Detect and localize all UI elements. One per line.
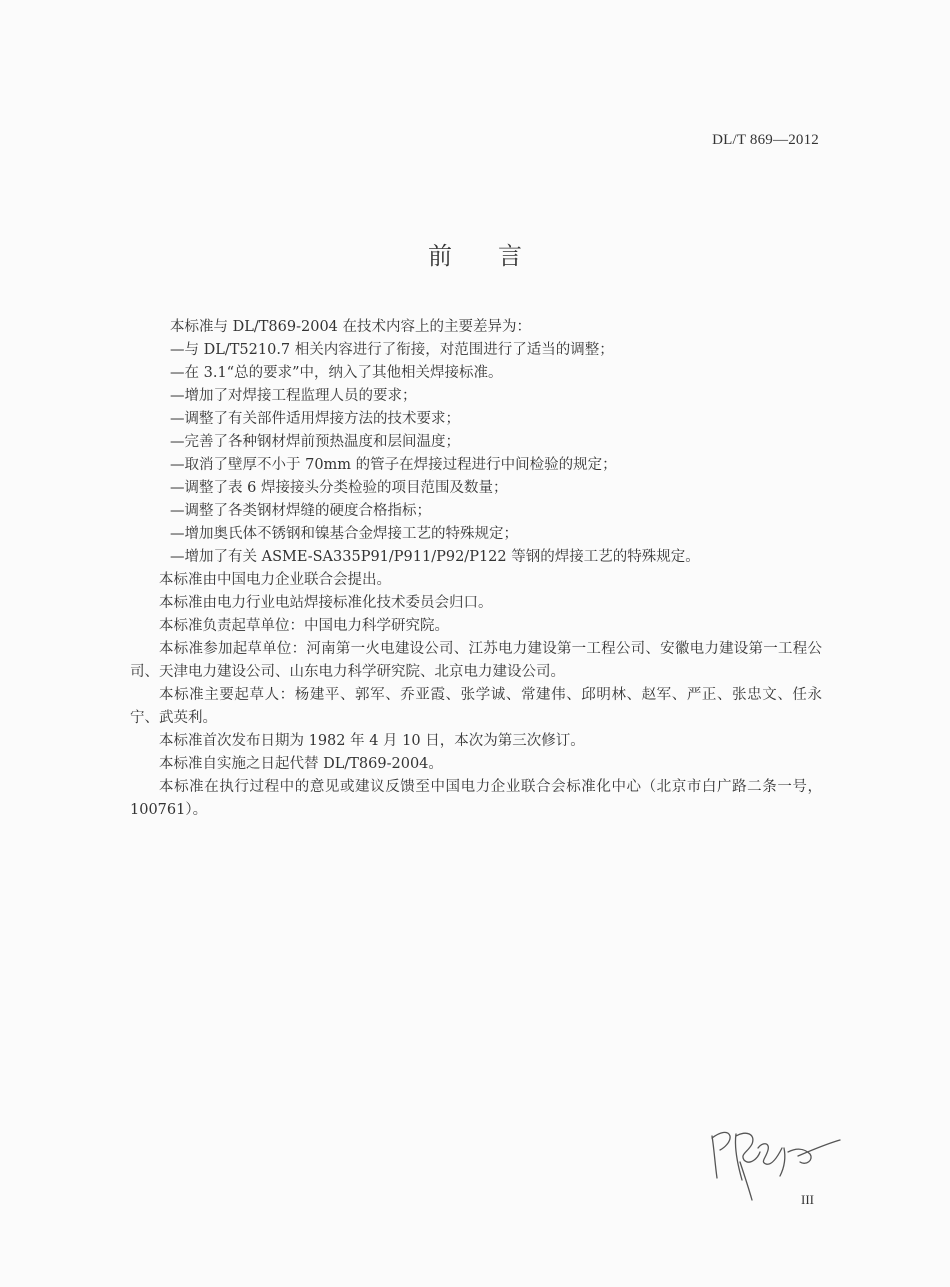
page-title: 前言 <box>428 242 568 270</box>
paragraph-proposer: 本标准由中国电力企业联合会提出。 <box>159 572 391 588</box>
paragraph-first-release: 本标准首次发布日期为 1982 年 4 月 10 日，本次为第三次修订。 <box>159 733 585 749</box>
list-item: —增加奥氏体不锈钢和镍基合金焊接工艺的特殊规定； <box>170 526 518 542</box>
list-item: —取消了壁厚不小于 70mm 的管子在焊接过程进行中间检验的规定； <box>170 457 617 473</box>
list-item: —与 DL/T5210.7 相关内容进行了衔接，对范围进行了适当的调整； <box>170 342 614 358</box>
foreword-body <box>130 316 822 822</box>
paragraph-replaces: 本标准自实施之日起代替 DL/T869-2004。 <box>159 756 443 772</box>
list-item: —调整了表 6 焊接接头分类检验的项目范围及数量； <box>170 480 508 496</box>
paragraph-committee: 本标准由电力行业电站焊接标准化技术委员会归口。 <box>159 595 493 611</box>
document-code: DL/T 869—2012 <box>712 132 819 148</box>
paragraph-intro: 本标准与 DL/T869-2004 在技术内容上的主要差异为： <box>170 319 532 335</box>
paragraph-main-drafters: 本标准主要起草人：杨建平、郭军、乔亚霞、张学诚、常建伟、邱明林、赵军、严正、张忠文、任永宁、武英利。 <box>130 687 822 726</box>
list-item: —增加了有关 ASME-SA335P91/P911/P92/P122 等钢的焊接工艺的特殊规定。 <box>170 549 700 565</box>
list-item: —完善了各种钢材焊前预热温度和层间温度； <box>170 434 460 450</box>
handwritten-signature <box>700 1118 850 1208</box>
list-item: —在 3.1“总的要求”中，纳入了其他相关焊接标准。 <box>170 365 503 381</box>
list-item: —调整了有关部件适用焊接方法的技术要求； <box>170 411 460 427</box>
page-number: III <box>801 1192 814 1207</box>
paragraph-feedback: 本标准在执行过程中的意见或建议反馈至中国电力企业联合会标准化中心（北京市白广路二条一号，100761）。 <box>130 779 822 818</box>
paragraph-participating-drafters: 本标准参加起草单位：河南第一火电建设公司、江苏电力建设第一工程公司、安徽电力建设第一工程公司、天津电力建设公司、山东电力科学研究院、北京电力建设公司。 <box>130 641 822 680</box>
list-item: —增加了对焊接工程监理人员的要求； <box>170 388 417 404</box>
paragraph-lead-drafter: 本标准负责起草单位：中国电力科学研究院。 <box>159 618 449 634</box>
list-item: —调整了各类钢材焊缝的硬度合格指标； <box>170 503 431 519</box>
